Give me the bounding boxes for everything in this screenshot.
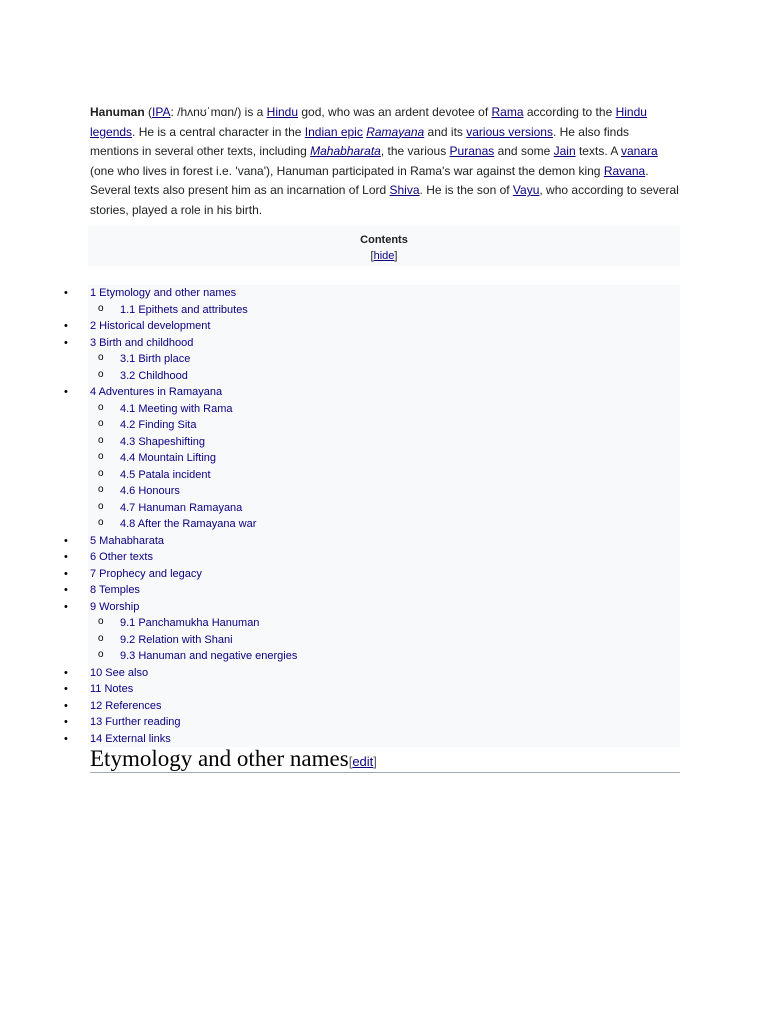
intro-text: . He also finds mentions in several other texts, including <box>90 124 629 159</box>
toc-link[interactable]: 9.3 Hanuman and negative energies <box>120 650 298 662</box>
toc-link[interactable]: 11 Notes <box>90 683 134 695</box>
toc-subitem <box>88 483 680 500</box>
puranas-link[interactable]: Puranas <box>449 144 495 159</box>
toc-item <box>64 335 680 352</box>
toc-link[interactable]: 9.2 Relation with Shani <box>120 633 233 646</box>
intro-text: . Several texts also present him as an incarnation of Lord <box>90 163 649 198</box>
toc-subitem <box>88 401 680 418</box>
bullet-icon: • <box>64 534 68 547</box>
toc-link[interactable]: 4.1 Meeting with Rama <box>120 402 233 415</box>
toc-title: Contents <box>360 234 408 246</box>
section-heading-text: Etymology and other names <box>90 746 349 771</box>
circle-bullet-icon: o <box>98 616 104 627</box>
circle-bullet-icon: o <box>98 500 104 512</box>
toc-item <box>64 533 680 550</box>
intro-text: and some <box>494 144 554 159</box>
toc-item <box>64 681 680 698</box>
circle-bullet-icon: o <box>98 484 104 495</box>
toc-subitem <box>88 648 680 665</box>
bracket: ] <box>394 250 398 262</box>
mahabharata-link[interactable]: Mahabharata <box>310 144 381 159</box>
toc-subitem <box>88 516 680 533</box>
intro-text: , who according to several stories, played a role in his birth. <box>90 183 679 217</box>
indian-epic-link[interactable]: Indian epic <box>304 124 363 139</box>
various-versions-link[interactable]: various versions <box>466 124 553 139</box>
bullet-icon: • <box>64 584 68 596</box>
edit-section-control <box>349 754 377 769</box>
toc-list <box>60 285 680 747</box>
toc-link[interactable]: 1.1 Epithets and attributes <box>120 303 248 316</box>
toc-link[interactable]: 14 External links <box>90 732 171 745</box>
toc-item <box>64 285 680 302</box>
bullet-icon: • <box>64 551 68 563</box>
intro-text: . He is a central character in the <box>132 124 305 139</box>
toc-item <box>64 566 680 583</box>
toc-item <box>64 599 680 616</box>
article-subject: Hanuman <box>90 105 145 119</box>
jain-link[interactable]: Jain <box>553 144 576 159</box>
ravana-link[interactable]: Ravana <box>603 163 646 178</box>
intro-text: god, who was an ardent devotee of <box>298 105 492 119</box>
toc-item <box>64 714 680 731</box>
toc-link[interactable]: 2 Historical development <box>90 320 211 332</box>
toc-subitem <box>88 632 680 649</box>
intro-text: : /hʌnʊˈmɑn/) is a <box>170 105 267 119</box>
toc-hide-link[interactable]: hide <box>373 250 395 262</box>
toc-link[interactable]: 3.1 Birth place <box>120 353 191 365</box>
intro-paragraph <box>90 103 680 221</box>
toc-link[interactable]: 3.2 Childhood <box>120 369 188 382</box>
toc-link[interactable]: 4 Adventures in Ramayana <box>90 386 223 398</box>
bullet-icon: • <box>64 716 68 728</box>
bullet-icon: • <box>64 320 68 332</box>
toc-link[interactable]: 9.1 Panchamukha Hanuman <box>120 617 260 629</box>
hindu-legends-link[interactable]: Hindu legends <box>90 105 647 139</box>
bullet-icon: • <box>64 699 68 712</box>
toc-link[interactable]: 7 Prophecy and legacy <box>90 567 202 580</box>
vayu-link[interactable]: Vayu <box>512 183 540 198</box>
bracket: [ <box>348 754 353 769</box>
toc-item <box>64 665 680 682</box>
toc-link[interactable]: 9 Worship <box>90 600 140 613</box>
toc-link[interactable]: 13 Further reading <box>90 716 181 728</box>
circle-bullet-icon: o <box>98 632 104 644</box>
toc-subitem <box>88 467 680 484</box>
toc-link[interactable]: 10 See also <box>90 666 149 679</box>
intro-text: (one who lives in forest i.e. 'vana'), Hanuman participated in Rama's war against the demon king <box>90 163 604 178</box>
rama-link[interactable]: Rama <box>491 105 524 119</box>
toc-item <box>64 698 680 715</box>
toc-item <box>64 384 680 401</box>
hindu-link[interactable]: Hindu <box>266 105 299 119</box>
ramayana-link[interactable]: Ramayana <box>366 124 425 139</box>
bullet-icon: • <box>64 666 68 679</box>
circle-bullet-icon: o <box>98 302 104 314</box>
bracket: ] <box>373 754 377 769</box>
bullet-icon: • <box>64 386 68 398</box>
toc-subitem <box>88 302 680 319</box>
circle-bullet-icon: o <box>98 467 104 479</box>
toc-link[interactable]: 8 Temples <box>90 584 140 596</box>
toc-link[interactable]: 4.5 Patala incident <box>120 468 211 481</box>
circle-bullet-icon: o <box>98 649 104 660</box>
intro-text: texts. A <box>575 144 621 159</box>
toc-link[interactable]: 4.7 Hanuman Ramayana <box>120 501 243 514</box>
toc-subitem <box>88 351 680 368</box>
toc-link[interactable]: 5 Mahabharata <box>90 534 164 547</box>
bullet-icon: • <box>64 336 68 349</box>
bullet-icon: • <box>64 683 68 695</box>
toc-subitem <box>88 500 680 517</box>
circle-bullet-icon: o <box>98 401 104 413</box>
toc-item <box>64 549 680 566</box>
vanara-link[interactable]: vanara <box>621 144 658 159</box>
toc-link[interactable]: 4.4 Mountain Lifting <box>120 452 217 464</box>
intro-text: according to the <box>523 105 616 119</box>
toc-link[interactable]: 6 Other texts <box>90 551 153 563</box>
toc-link[interactable]: 3 Birth and childhood <box>90 336 194 349</box>
toc-link[interactable]: 4.8 After the Ramayana war <box>120 518 257 530</box>
toc-link[interactable]: 4.6 Honours <box>120 485 180 497</box>
circle-bullet-icon: o <box>98 418 104 429</box>
toc-subitem <box>88 368 680 385</box>
circle-bullet-icon: o <box>98 517 104 528</box>
toc-subitem <box>88 434 680 451</box>
circle-bullet-icon: o <box>98 368 104 380</box>
toc-item <box>64 318 680 335</box>
toc-header <box>88 226 680 266</box>
toc-item <box>64 582 680 599</box>
intro-text: ( <box>144 105 153 119</box>
ipa-link[interactable]: IPA <box>152 105 171 119</box>
bullet-icon: • <box>64 287 68 299</box>
toc-subitem <box>88 615 680 632</box>
circle-bullet-icon: o <box>98 434 104 446</box>
bullet-icon: • <box>64 732 68 745</box>
toc-link[interactable]: 12 References <box>90 699 162 712</box>
bullet-icon: • <box>64 600 68 613</box>
toc-subitem <box>88 417 680 434</box>
intro-text: and its <box>424 124 467 139</box>
shiva-link[interactable]: Shiva <box>389 183 420 198</box>
toc-hide-control <box>88 248 680 265</box>
intro-text: . He is the son of <box>419 183 513 198</box>
intro-text: , the various <box>380 144 450 159</box>
toc-link[interactable]: 4.3 Shapeshifting <box>120 435 206 448</box>
circle-bullet-icon: o <box>98 451 104 462</box>
toc-subitem <box>88 450 680 467</box>
toc-link[interactable]: 1 Etymology and other names <box>90 287 237 299</box>
edit-section-link[interactable]: edit <box>352 754 374 769</box>
section-heading <box>90 744 680 773</box>
toc-link[interactable]: 4.2 Finding Sita <box>120 419 197 431</box>
bracket: [ <box>370 250 374 262</box>
bullet-icon: • <box>64 567 68 580</box>
circle-bullet-icon: o <box>98 352 104 363</box>
